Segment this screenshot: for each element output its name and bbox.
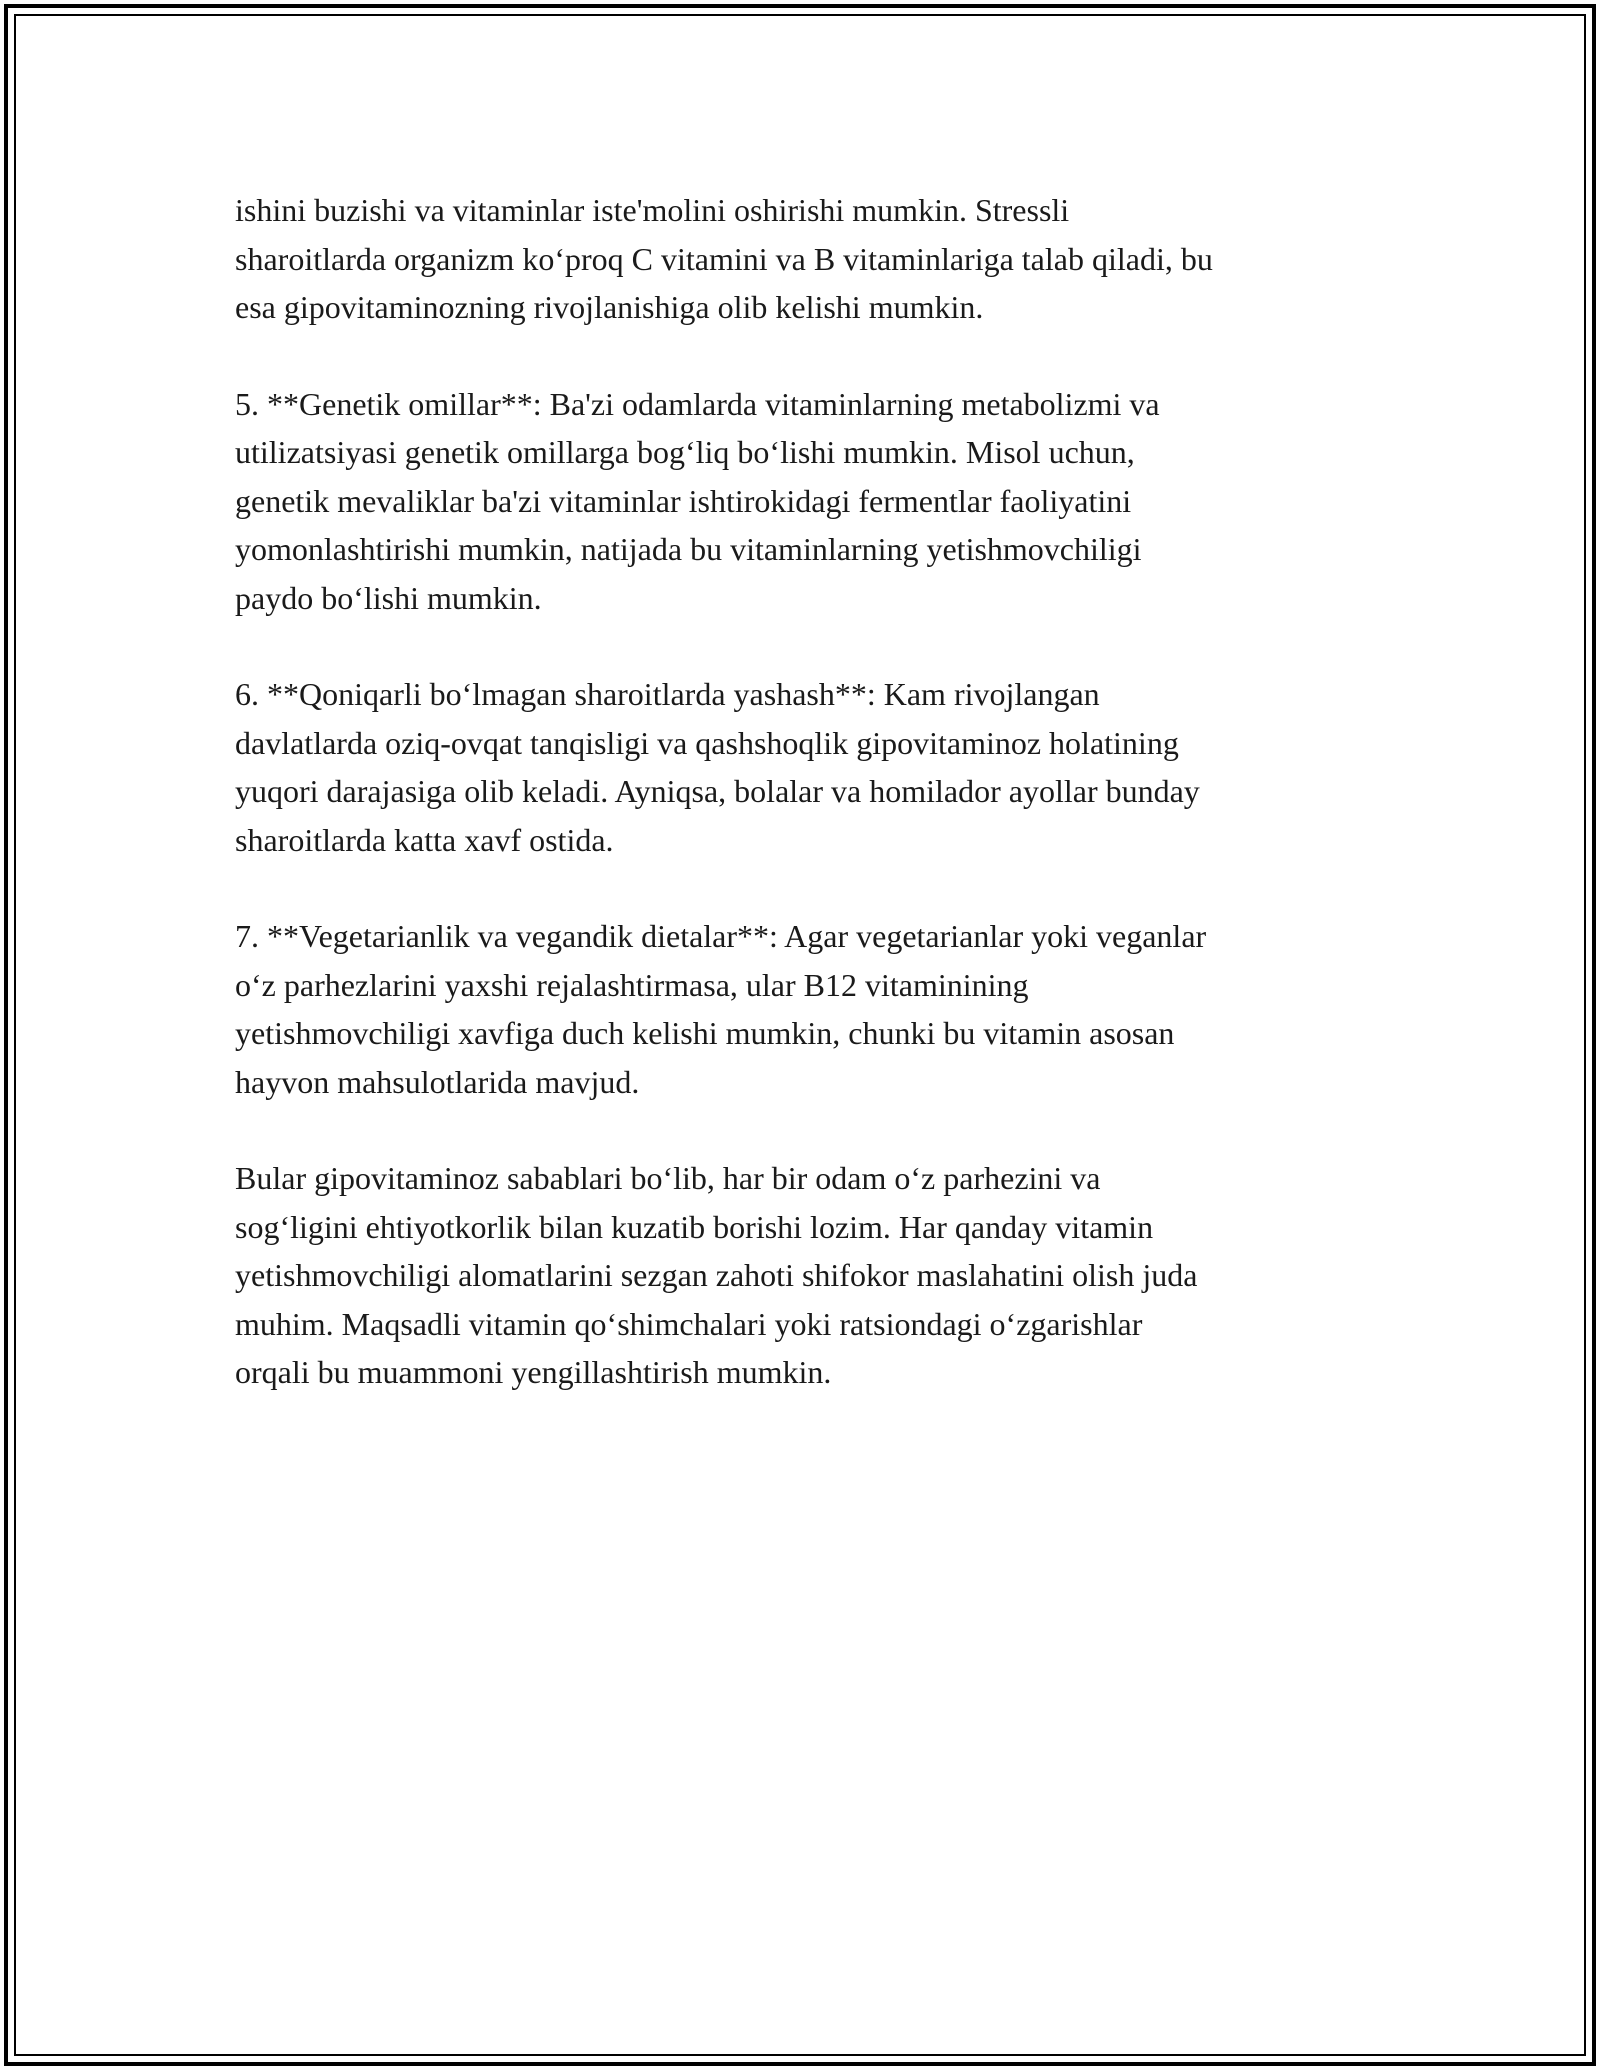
text-line: muhim. Maqsadli vitamin qo‘shimchalari yoki ratsiondagi o‘zgarishlar <box>235 1305 1143 1342</box>
paragraph-conclusion <box>235 1154 1375 1397</box>
text-line: 5. **Genetik omillar**: Ba'zi odamlarda vitaminlarning metabolizmi va <box>235 385 1160 422</box>
document-body <box>235 186 1375 1397</box>
text-line: 7. **Vegetarianlik va vegandik dietalar**: Agar vegetarianlar yoki veganlar <box>235 918 1207 954</box>
text-line: sharoitlarda katta xavf ostida. <box>235 821 614 858</box>
paragraph-living-conditions <box>235 670 1375 864</box>
text-line: ishini buzishi va vitaminlar iste'molini oshirishi mumkin. Stressli <box>235 192 1070 228</box>
text-line: Bular gipovitaminoz sabablari bo‘lib, har bir odam o‘z parhezini va <box>235 1160 1101 1196</box>
text-line: genetik mevaliklar ba'zi vitaminlar ishtirokidagi fermentlar faoliyatini <box>235 482 1132 519</box>
text-line: utilizatsiyasi genetik omillarga bog‘liq bo‘lishi mumkin. Misol uchun, <box>235 434 1135 470</box>
text-line: yetishmovchiligi xavfiga duch kelishi mumkin, chunki bu vitamin asosan <box>235 1015 1175 1051</box>
text-line: hayvon mahsulotlarida mavjud. <box>235 1063 640 1100</box>
text-line: paydo bo‘lishi mumkin. <box>235 579 542 616</box>
paragraph-vegetarian-diets <box>235 912 1375 1106</box>
paragraph-genetic-factors <box>235 380 1375 623</box>
text-line: sharoitlarda organizm ko‘proq C vitamini va B vitaminlariga talab qiladi, bu <box>235 240 1213 277</box>
text-line: o‘z parhezlarini yaxshi rejalashtirmasa, ular B12 vitaminining <box>235 966 1029 1003</box>
text-line: davlatlarda oziq-ovqat tanqisligi va qashshoqlik gipovitaminoz holatining <box>235 724 1179 761</box>
text-line: sog‘ligini ehtiyotkorlik bilan kuzatib borishi lozim. Har qanday vitamin <box>235 1208 1154 1245</box>
text-line: 6. **Qoniqarli bo‘lmagan sharoitlarda yashash**: Kam rivojlangan <box>235 676 1100 712</box>
text-line: orqali bu muammoni yengillashtirish mumkin. <box>235 1354 832 1390</box>
paragraph-stress-continuation <box>235 186 1375 332</box>
text-line: yuqori darajasiga olib keladi. Ayniqsa, bolalar va homilador ayollar bunday <box>235 773 1200 809</box>
text-line: yetishmovchiligi alomatlarini sezgan zahoti shifokor maslahatini olish juda <box>235 1257 1198 1293</box>
text-line: yomonlashtirishi mumkin, natijada bu vitaminlarning yetishmovchiligi <box>235 531 1142 567</box>
text-line: esa gipovitaminozning rivojlanishiga olib kelishi mumkin. <box>235 289 984 325</box>
